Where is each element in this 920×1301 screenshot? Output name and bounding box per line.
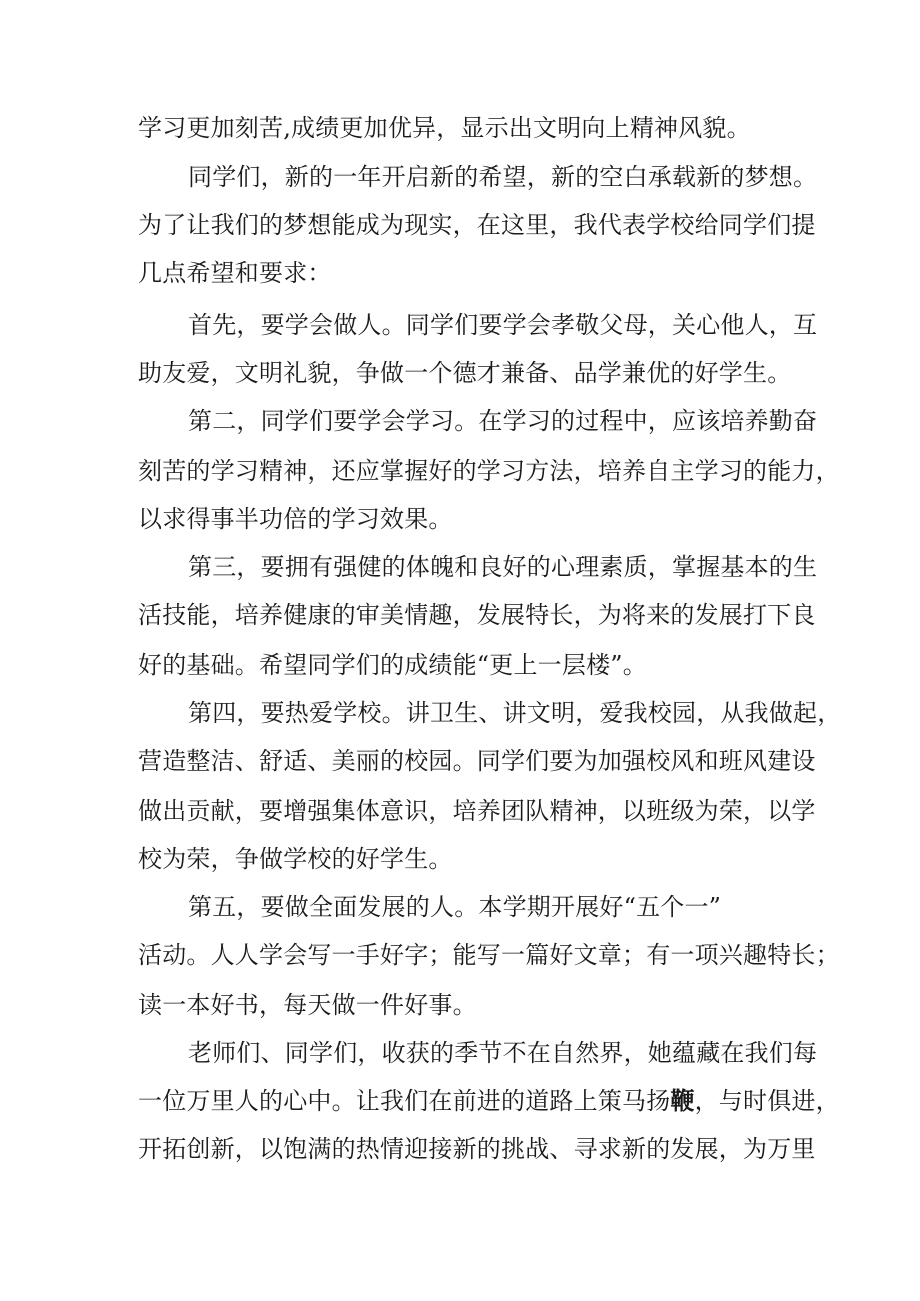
paragraph-4-line-3: 以求得事半功倍的学习效果。 bbox=[138, 505, 453, 533]
paragraph-6-line-2: 营造整洁、舒适、美丽的校园。同学们要为加强校风和班风建设 bbox=[138, 747, 816, 775]
paragraph-6-line-1: 第四，要热爱学校。讲卫生、讲文明，爱我校园，从我做起， bbox=[188, 699, 842, 727]
paragraph-8-line-3: 开拓创新，以饱满的热情迎接新的挑战、寻求新的发展，为万里 bbox=[138, 1135, 816, 1163]
paragraph-8-line-2-end: ，与时俱进， bbox=[694, 1087, 840, 1115]
paragraph-2-line-3: 几点希望和要求： bbox=[138, 259, 332, 287]
paragraph-5-line-1: 第三，要拥有强健的体魄和良好的心理素质，掌握基本的生 bbox=[188, 553, 818, 581]
paragraph-2-line-2: 为了让我们的梦想能成为现实，在这里，我代表学校给同学们提 bbox=[138, 211, 816, 239]
paragraph-7-line-3: 读一本好书，每天做一件好事。 bbox=[138, 991, 477, 1019]
paragraph-6-line-4: 校为荣，争做学校的好学生。 bbox=[138, 845, 453, 873]
paragraph-8-line-2-start: 一位万里人的心中。让我们在前进的道路上策马扬 bbox=[138, 1087, 671, 1115]
paragraph-7-line-1: 第五，要做全面发展的人。本学期开展好“五个一” bbox=[188, 893, 722, 921]
paragraph-8-line-2 bbox=[138, 1086, 840, 1116]
paragraph-6-line-3: 做出贡献，要增强集体意识，培养团队精神，以班级为荣，以学 bbox=[138, 797, 816, 825]
paragraph-5-line-2: 活技能，培养健康的审美情趣，发展特长，为将来的发展打下良 bbox=[138, 601, 816, 629]
paragraph-4-line-2: 刻苦的学习精神，还应掌握好的学习方法，培养自主学习的能力， bbox=[138, 457, 840, 485]
bold-word: 鞭 bbox=[670, 1086, 695, 1115]
text-line-1: 学习更加刻苦,成绩更加优异，显示出文明向上精神风貌。 bbox=[138, 114, 751, 142]
paragraph-3-line-1: 首先，要学会做人。同学们要学会孝敬父母，关心他人，互 bbox=[188, 311, 818, 339]
paragraph-3-line-2: 助友爱，文明礼貌，争做一个德才兼备、品学兼优的好学生。 bbox=[138, 359, 792, 387]
paragraph-4-line-1: 第二，同学们要学会学习。在学习的过程中，应该培养勤奋 bbox=[188, 407, 818, 435]
paragraph-7-line-2: 活动。人人学会写一手好字；能写一篇好文章；有一项兴趣特长； bbox=[138, 941, 840, 969]
paragraph-8-line-1: 老师们、同学们，收获的季节不在自然界，她蕴藏在我们每 bbox=[188, 1039, 818, 1067]
paragraph-5-line-3: 好的基础。希望同学们的成绩能“更上一层楼”。 bbox=[138, 651, 647, 679]
paragraph-2-line-1: 同学们，新的一年开启新的希望，新的空白承载新的梦想。 bbox=[188, 163, 818, 191]
